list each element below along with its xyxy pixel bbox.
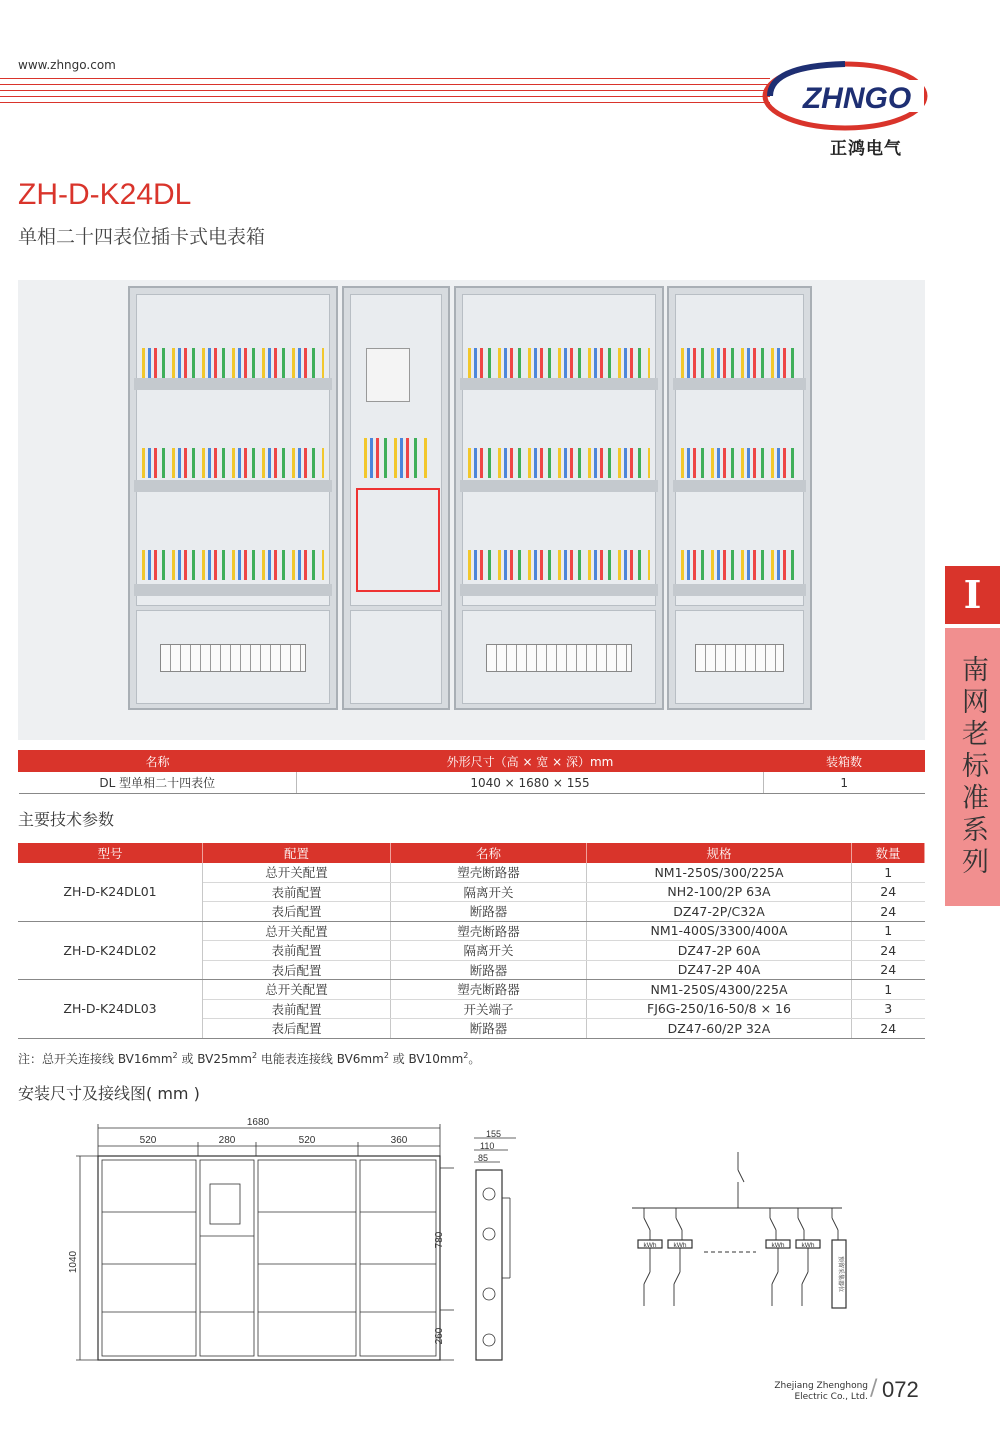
qty-cell: 1	[852, 921, 925, 941]
header-rule-lines	[0, 78, 770, 106]
name-cell: 断路器	[391, 902, 587, 922]
tech-section-title: 主要技术参数	[18, 810, 115, 829]
config-cell: 表后配置	[203, 1019, 391, 1039]
meter-label: kWh	[801, 1242, 815, 1249]
qty-cell: 24	[852, 902, 925, 922]
brand-name-cn: 正鸿电气	[830, 139, 902, 159]
drawing-section-title: 安装尺寸及接线图( mm )	[18, 1084, 200, 1103]
model-cell: ZH-D-K24DL02	[18, 921, 203, 980]
spec-cell-name: DL 型单相二十四表位	[19, 772, 297, 794]
table-row	[18, 921, 925, 941]
logo-text: ZHNGO	[802, 82, 912, 115]
side-dimension-drawing	[466, 1128, 526, 1368]
dim-w3: 520	[298, 1135, 316, 1146]
spec-cell: DZ47-2P 60A	[587, 941, 852, 961]
name-cell: 断路器	[391, 1019, 587, 1039]
spec-cell: NM1-400S/3300/400A	[587, 921, 852, 941]
wiring-diagram	[620, 1148, 860, 1318]
qty-cell: 24	[852, 882, 925, 902]
spec-cell-qty: 1	[764, 772, 925, 794]
meter-label: kWh	[673, 1242, 687, 1249]
config-cell: 表前配置	[203, 941, 391, 961]
spec-cell: NM1-250S/4300/225A	[587, 980, 852, 1000]
spec-header-qty: 装箱数	[764, 751, 925, 772]
footer-company: Zhejiang Zhenghong Electric Co., Ltd.	[774, 1381, 868, 1402]
name-cell: 塑壳断路器	[391, 863, 587, 882]
dim-w2: 280	[218, 1135, 236, 1146]
tech-header-spec: 规格	[587, 843, 852, 863]
name-cell: 塑壳断路器	[391, 921, 587, 941]
dim-depth-1: 155	[486, 1129, 502, 1139]
name-cell: 断路器	[391, 960, 587, 980]
cabinet-center	[454, 286, 664, 710]
config-cell: 表前配置	[203, 882, 391, 902]
meter-label: kWh	[643, 1242, 657, 1249]
name-cell: 隔离开关	[391, 941, 587, 961]
reserved-collector-label: 预留采集器位	[837, 1255, 843, 1293]
model-cell: ZH-D-K24DL03	[18, 980, 203, 1039]
table-row	[18, 980, 925, 1000]
model-cell: ZH-D-K24DL01	[18, 863, 203, 921]
cabinet-left	[128, 286, 338, 710]
front-dimension-drawing	[66, 1112, 456, 1372]
tech-header-name: 名称	[391, 843, 587, 863]
config-cell: 表后配置	[203, 902, 391, 922]
wiring-note: 注：总开关连接线 $BV16mm^2$ 或 $BV25mm^2$ 电能表连接线 $BV6mm^2$ 或 $BV10mm^2$。	[18, 1051, 481, 1066]
dim-depth-2: 110	[480, 1141, 495, 1151]
config-cell: 总开关配置	[203, 863, 391, 882]
dim-depth-3: 85	[478, 1153, 489, 1163]
page-number: 072	[882, 1377, 919, 1402]
dim-total-width: 1680	[246, 1117, 270, 1128]
config-cell: 总开关配置	[203, 921, 391, 941]
spec-cell: NM1-250S/300/225A	[587, 863, 852, 882]
spec-header-name: 名称	[19, 751, 297, 772]
series-tab: 南网老标准系列	[945, 628, 1000, 906]
config-cell: 表后配置	[203, 960, 391, 980]
spec-cell: NH2-100/2P 63A	[587, 882, 852, 902]
qty-cell: 24	[852, 941, 925, 961]
spec-cell-size: 1040 × 1680 × 155	[297, 772, 764, 794]
spec-table	[18, 750, 925, 794]
dim-w1: 520	[139, 1135, 157, 1146]
qty-cell: 1	[852, 980, 925, 1000]
footer-slash: /	[870, 1376, 878, 1401]
meter-label: kWh	[771, 1242, 785, 1249]
name-cell: 隔离开关	[391, 882, 587, 902]
product-model: ZH-D-K24DL	[18, 178, 192, 211]
spec-header-size: 外形尺寸（高 × 宽 × 深）mm	[297, 751, 764, 772]
cabinet-switch	[342, 286, 450, 710]
cabinet-right	[667, 286, 812, 710]
dim-height: 1040	[68, 1250, 79, 1274]
dim-w4: 360	[390, 1135, 408, 1146]
spec-cell: DZ47-2P 40A	[587, 960, 852, 980]
name-cell: 开关端子	[391, 999, 587, 1019]
qty-cell: 24	[852, 960, 925, 980]
qty-cell: 24	[852, 1019, 925, 1039]
spec-cell: DZ47-60/2P 32A	[587, 1019, 852, 1039]
product-name: 单相二十四表位插卡式电表箱	[18, 226, 266, 248]
config-cell: 总开关配置	[203, 980, 391, 1000]
section-numeral: I	[945, 566, 1000, 624]
qty-cell: 3	[852, 999, 925, 1019]
qty-cell: 1	[852, 863, 925, 882]
name-cell: 塑壳断路器	[391, 980, 587, 1000]
table-row	[18, 863, 925, 882]
tech-table	[18, 843, 925, 1039]
spec-cell: DZ47-2P/C32A	[587, 902, 852, 922]
tech-header-model: 型号	[18, 843, 203, 863]
dim-h-upper: 780	[434, 1231, 445, 1249]
spec-cell: FJ6G-250/16-50/8 × 16	[587, 999, 852, 1019]
site-url: www.zhngo.com	[18, 58, 116, 72]
tech-header-config: 配置	[203, 843, 391, 863]
dim-h-lower: 260	[434, 1327, 445, 1345]
tech-header-qty: 数量	[852, 843, 925, 863]
config-cell: 表前配置	[203, 999, 391, 1019]
